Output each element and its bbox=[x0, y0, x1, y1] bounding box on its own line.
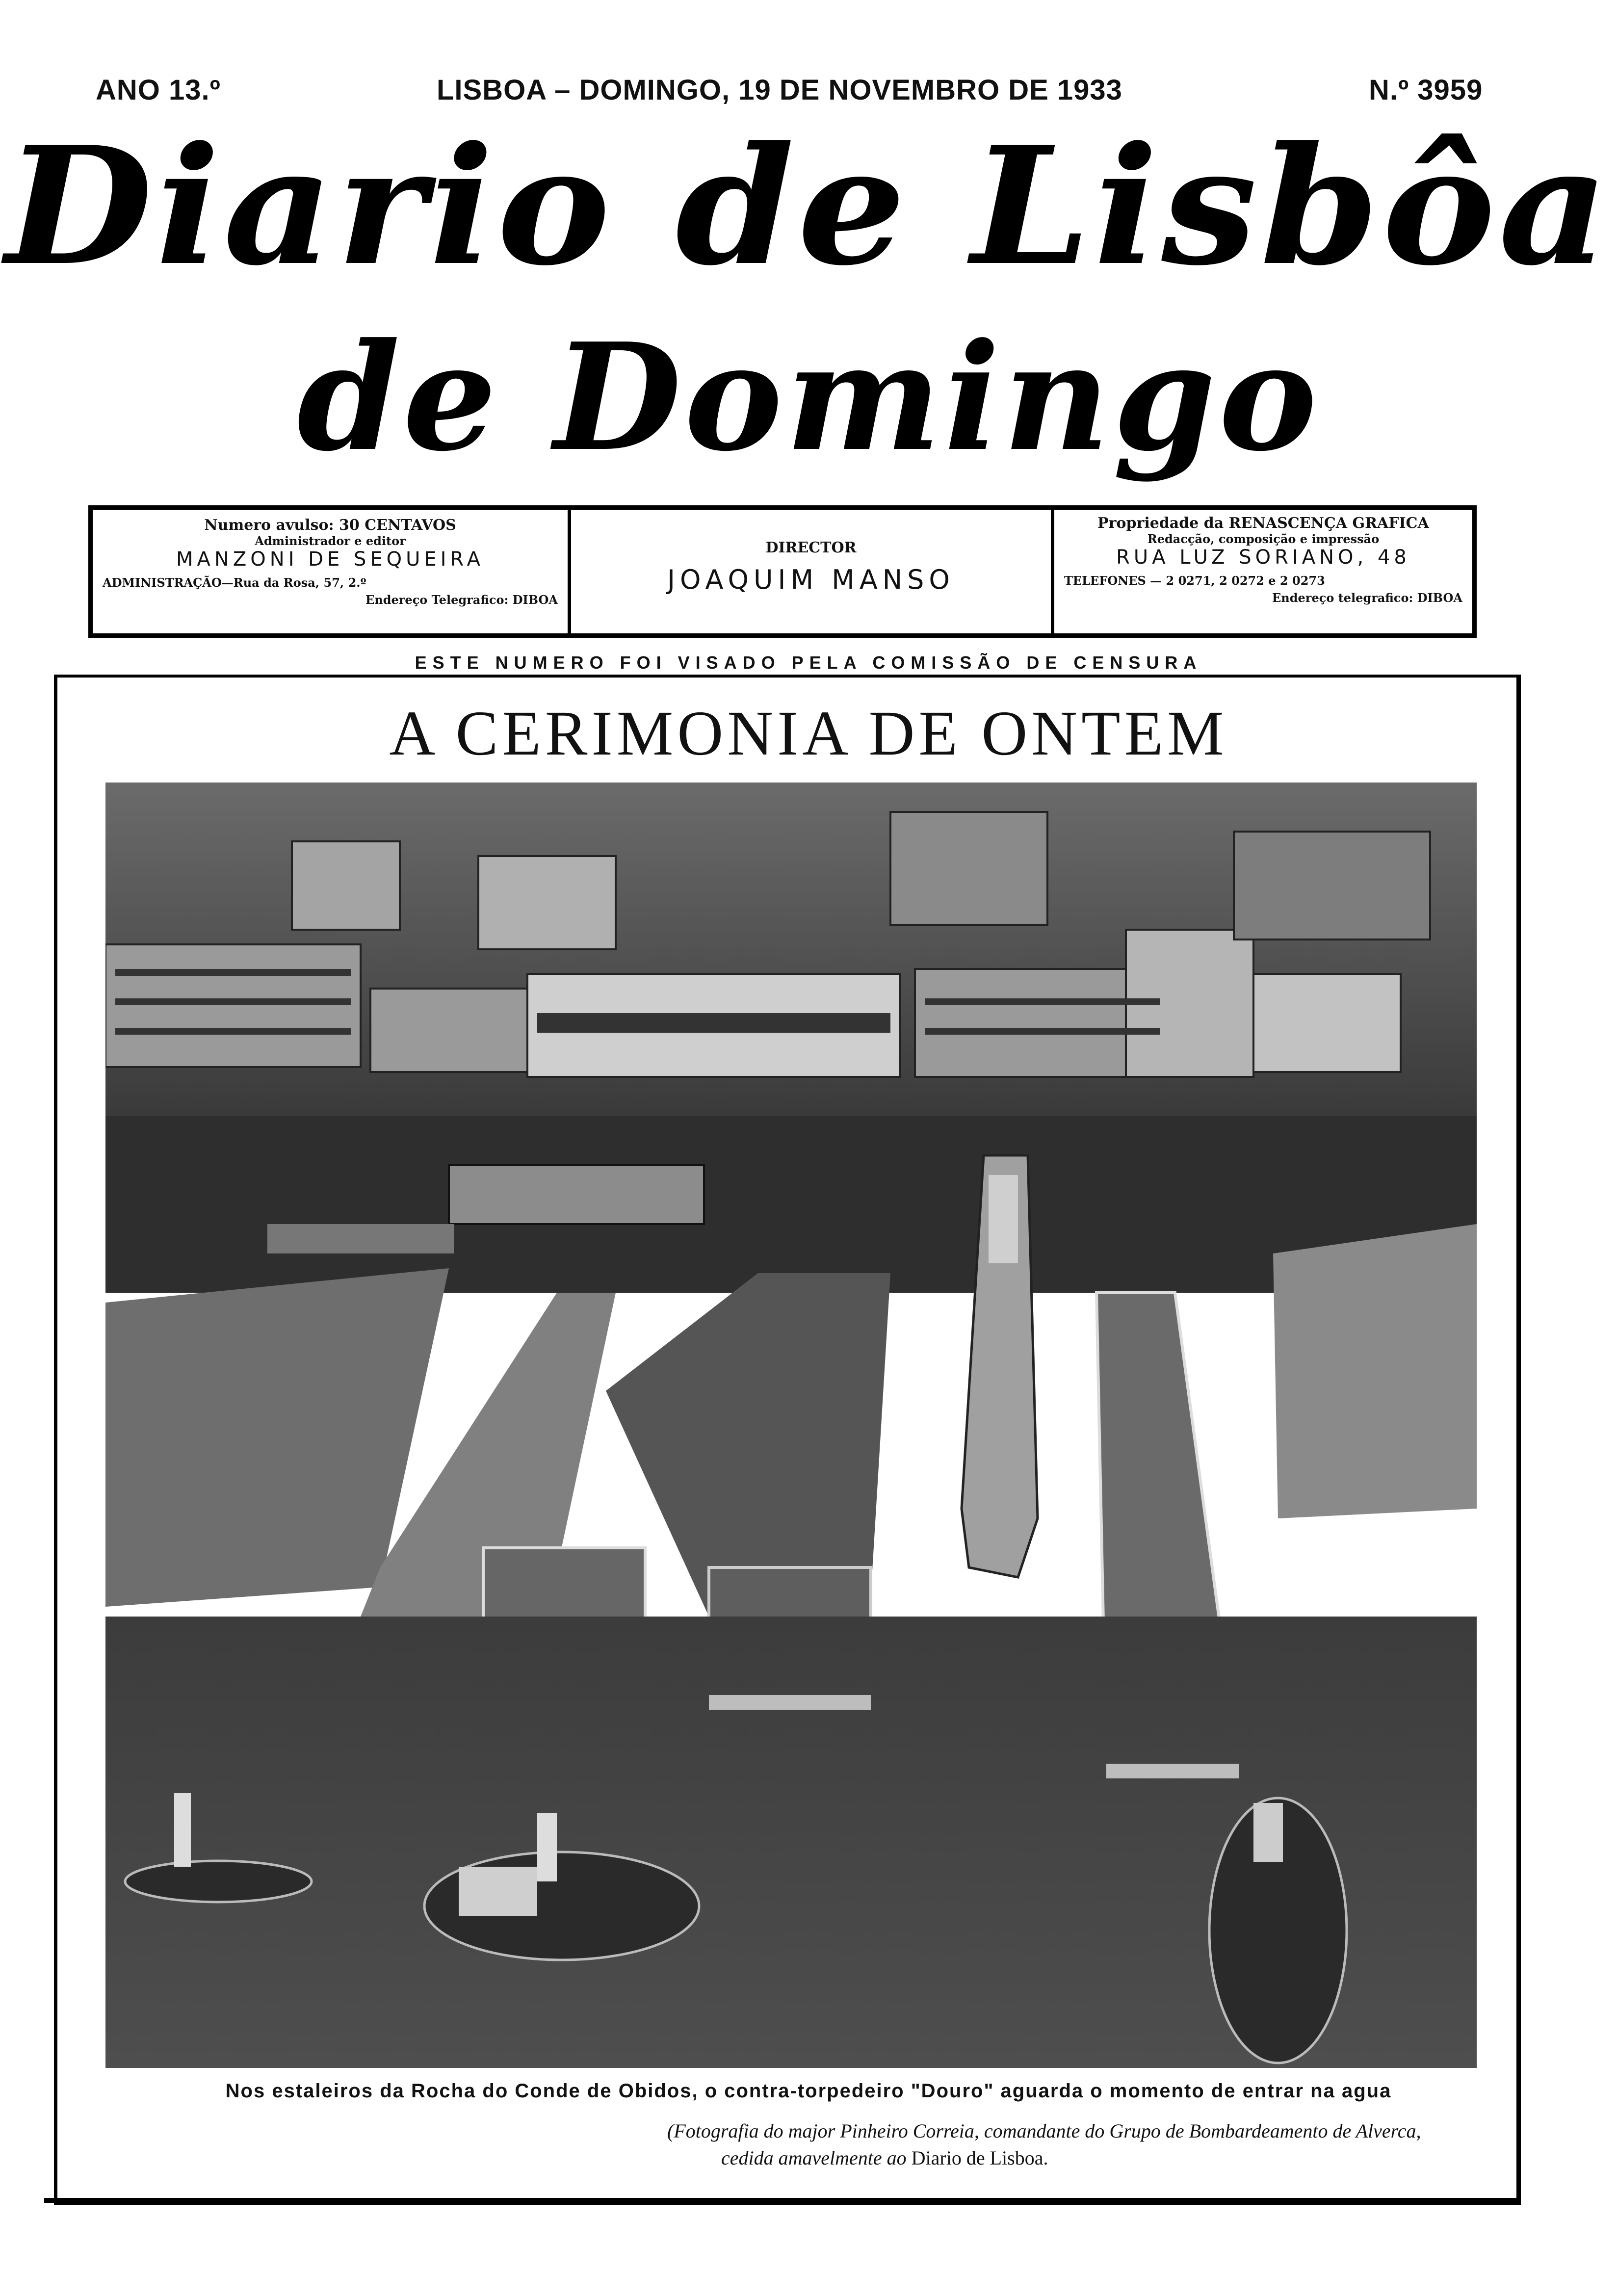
masthead-subtitle: de Domingo bbox=[297, 311, 1320, 484]
headline: A CERIMONIA DE ONTEM bbox=[389, 698, 1228, 769]
bottom-rule bbox=[44, 2198, 1521, 2203]
ownership-text: Propriedade da RENASCENÇA GRAFICA bbox=[1097, 515, 1429, 532]
dateline: LISBOA – DOMINGO, 19 DE NOVEMBRO DE 1933 bbox=[437, 74, 1122, 106]
issue-year: ANO 13.º bbox=[96, 74, 221, 106]
shipyard-photo bbox=[105, 783, 1477, 2068]
director-label: DIRECTOR bbox=[765, 539, 857, 556]
telegraphic-address-right: Endereço telegrafico: DIBOA bbox=[1272, 591, 1462, 605]
administration-address: ADMINISTRAÇÃO—Rua da Rosa, 57, 2.º bbox=[103, 575, 366, 590]
director-name: JOAQUIM MANSO bbox=[667, 564, 955, 595]
street-address: RUA LUZ SORIANO, 48 bbox=[1116, 546, 1410, 569]
telegraphic-address-left: Endereço Telegrafico: DIBOA bbox=[365, 593, 558, 607]
admin-label: Administrador e editor bbox=[255, 534, 406, 548]
photo-credit-publication: Diario de Lisboa. bbox=[911, 2147, 1048, 2169]
censorship-notice: ESTE NUMERO FOI VISADO PELA COMISSÃO DE CENSURA bbox=[415, 652, 1202, 673]
issue-number: N.º 3959 bbox=[1369, 74, 1483, 106]
info-box-left bbox=[93, 510, 571, 633]
photo-credit-line1: (Fotografia do major Pinheiro Correia, comandante do Grupo de Bombardeamento de Alverca, bbox=[667, 2120, 1421, 2142]
photo-credit-text: cedida amavelmente ao bbox=[721, 2147, 907, 2169]
photo-credit-line2 bbox=[721, 2146, 1048, 2169]
masthead-title: Diario de Lisbôa bbox=[5, 111, 1612, 301]
info-box bbox=[88, 505, 1477, 638]
phone-numbers: TELEFONES — 2 0271, 2 0272 e 2 0273 bbox=[1064, 574, 1325, 588]
info-box-right bbox=[1054, 510, 1472, 633]
redaction-text: Redacção, composição e impressão bbox=[1147, 532, 1380, 546]
info-box-middle bbox=[571, 510, 1054, 633]
price-text: Numero avulso: 30 CENTAVOS bbox=[204, 517, 456, 534]
admin-name: MANZONI DE SEQUEIRA bbox=[176, 548, 484, 571]
photo-caption: Nos estaleiros da Rocha do Conde de Obidos, o contra-torpedeiro "Douro" aguarda o momento de entrar na agua bbox=[225, 2080, 1392, 2102]
